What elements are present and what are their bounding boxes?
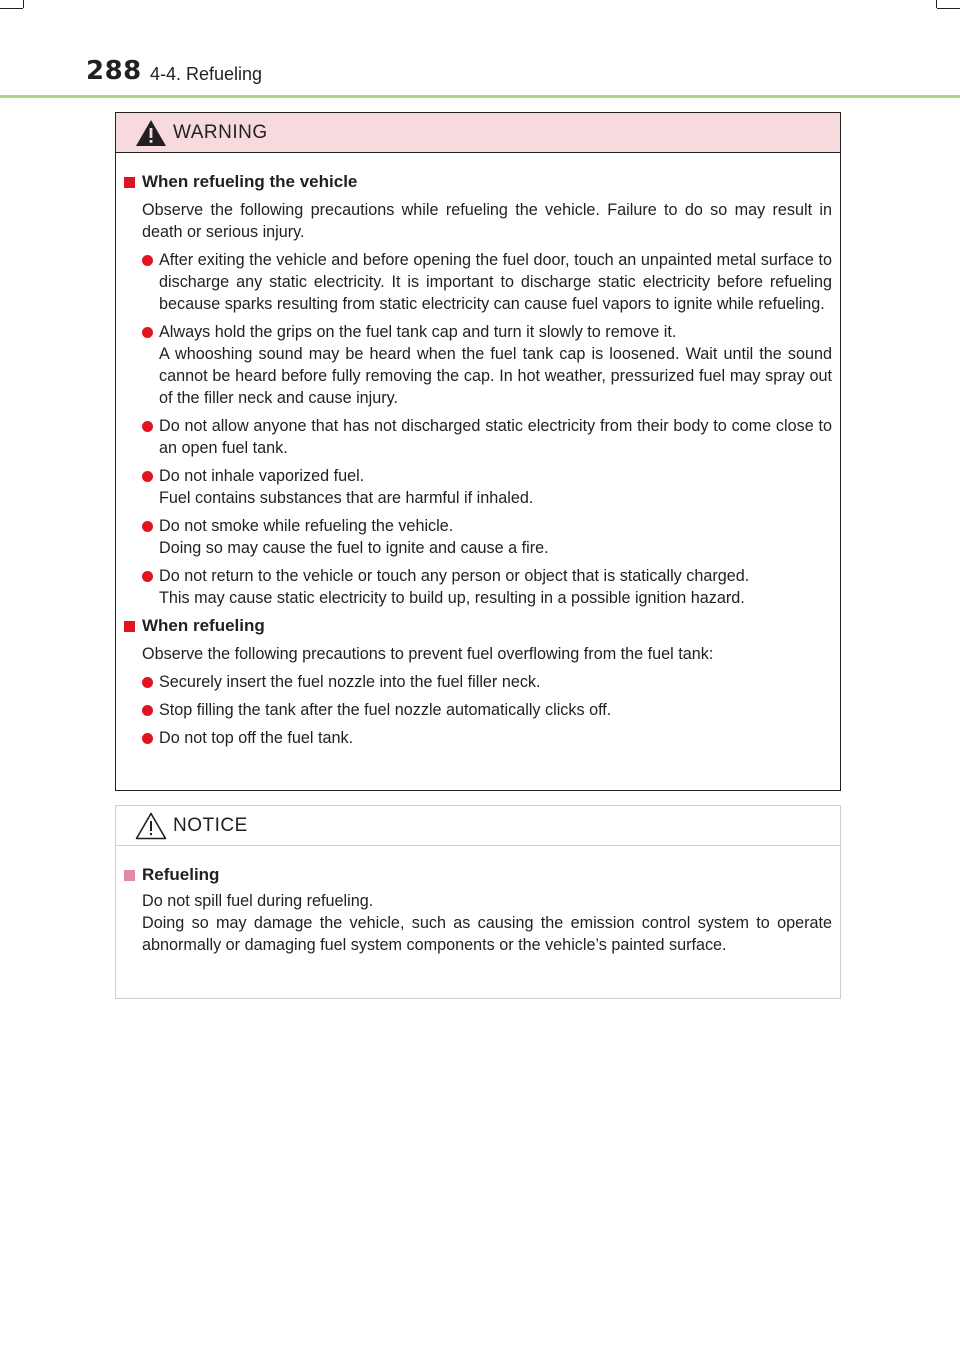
section-title: 4-4. Refueling bbox=[150, 64, 263, 84]
square-bullet-icon bbox=[124, 177, 135, 188]
square-bullet-icon bbox=[124, 621, 135, 632]
section-intro: Observe the following precautions to prevent fuel overflowing from the fuel tank: bbox=[142, 645, 714, 663]
crop-mark bbox=[23, 0, 24, 8]
list-item: Stop filling the tank after the fuel nozzle automatically clicks off. bbox=[142, 699, 832, 721]
notice-box bbox=[115, 805, 841, 999]
notice-header bbox=[116, 806, 840, 846]
crop-mark bbox=[937, 8, 960, 9]
list-item: Do not top off the fuel tank. bbox=[142, 727, 832, 749]
caution-triangle-icon bbox=[134, 811, 168, 841]
list-item: Do not inhale vaporized fuel. Fuel contains substances that are harmful if inhaled. bbox=[142, 465, 832, 509]
circle-bullet-icon bbox=[142, 421, 153, 432]
warning-header bbox=[116, 113, 840, 153]
list-item: Do not return to the vehicle or touch any person or object that is statically charged. This may cause static electricity to build up, resulting in a possible ignition hazard. bbox=[142, 565, 832, 609]
circle-bullet-icon bbox=[142, 733, 153, 744]
page-number: 288 bbox=[86, 56, 142, 86]
crop-mark bbox=[936, 0, 937, 8]
warning-label: WARNING bbox=[173, 122, 268, 143]
list-item: Do not smoke while refueling the vehicle. Doing so may cause the fuel to ignite and cause a fire. bbox=[142, 515, 832, 559]
notice-label: NOTICE bbox=[173, 815, 248, 836]
section-intro: Observe the following precautions while refueling the vehicle. Failure to do so may result in death or serious injury. bbox=[142, 201, 832, 241]
list-item: Securely insert the fuel nozzle into the fuel filler neck. bbox=[142, 671, 832, 693]
square-bullet-icon bbox=[124, 870, 135, 881]
list-item: Always hold the grips on the fuel tank cap and turn it slowly to remove it. A whooshing sound may be heard when the fuel tank cap is loosened. Wait until the sound cannot be heard before fully removing the cap. In hot weather, pressurized fuel may spray out of the filler neck and cause injury. bbox=[142, 321, 832, 409]
list-item: After exiting the vehicle and before opening the fuel door, touch an unpainted metal surface to discharge any static electricity. It is important to discharge static electricity before refueling because sparks resulting from static electricity can cause fuel vapors to ignite while refueling. bbox=[142, 249, 832, 315]
warning-body bbox=[116, 153, 840, 749]
circle-bullet-icon bbox=[142, 571, 153, 582]
section-heading: When refueling the vehicle bbox=[124, 171, 832, 193]
circle-bullet-icon bbox=[142, 521, 153, 532]
notice-text: Do not spill fuel during refueling. Doing so may damage the vehicle, such as causing the emission control system to operate abnormally or damaging fuel system components or the vehicle’s painted surface. bbox=[142, 892, 832, 954]
warning-triangle-icon bbox=[134, 118, 168, 148]
crop-mark bbox=[0, 8, 23, 9]
circle-bullet-icon bbox=[142, 327, 153, 338]
notice-body bbox=[116, 846, 840, 956]
circle-bullet-icon bbox=[142, 471, 153, 482]
section-heading: Refueling bbox=[124, 864, 832, 886]
list-item: Do not allow anyone that has not discharged static electricity from their body to come close to an open fuel tank. bbox=[142, 415, 832, 459]
section-heading: When refueling bbox=[124, 615, 832, 637]
circle-bullet-icon bbox=[142, 677, 153, 688]
circle-bullet-icon bbox=[142, 705, 153, 716]
warning-box bbox=[115, 112, 841, 791]
header-divider bbox=[0, 95, 960, 98]
circle-bullet-icon bbox=[142, 255, 153, 266]
